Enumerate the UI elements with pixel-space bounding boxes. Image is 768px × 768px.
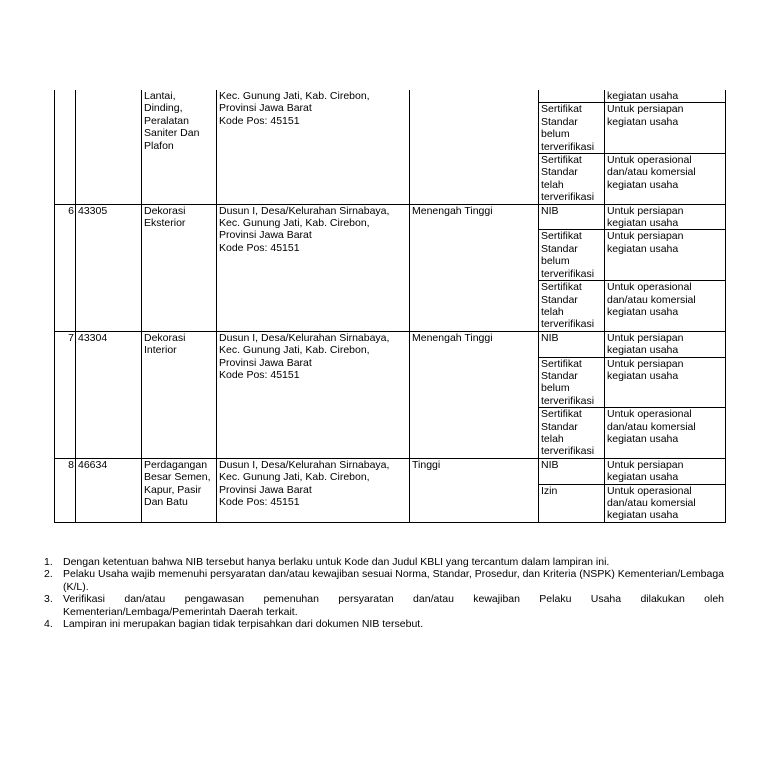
cell-keterangan (605, 204, 726, 230)
cell-keterangan-text: Untuk persiapan kegiatan usaha (607, 230, 684, 255)
cell-judul (142, 331, 217, 458)
cell-risiko (410, 90, 539, 204)
cell-kode (76, 458, 142, 522)
table-row (55, 458, 726, 484)
cell-keterangan-text: Untuk operasional dan/atau komersial kegiatan usaha (607, 281, 696, 318)
cell-no-text: 6 (68, 204, 74, 217)
cell-jenis-perizinan (539, 331, 605, 357)
cell-keterangan-text: Untuk persiapan kegiatan usaha (607, 204, 684, 230)
cell-lokasi-text: Dusun I, Desa/Kelurahan Sirnabaya, Kec. Gunung Jati, Kab. Cirebon, Provinsi Jawa Barat Kode Pos: 45151 (219, 331, 390, 381)
note-item (30, 568, 724, 593)
cell-jenis-perizinan-text: Sertifikat Standar telah terverifikasi (541, 281, 595, 331)
cell-jenis-perizinan-text: NIB (541, 331, 559, 344)
note-item (30, 556, 724, 568)
cell-judul (142, 90, 217, 204)
cell-kode (76, 204, 142, 331)
cell-keterangan (605, 154, 726, 205)
note-number: 4. (44, 618, 53, 631)
cell-jenis-perizinan-text: Sertifikat Standar telah terverifikasi (541, 154, 595, 204)
cell-risiko (410, 458, 539, 522)
cell-keterangan (605, 281, 726, 332)
cell-lokasi-text: Dusun I, Desa/Kelurahan Sirnabaya, Kec. Gunung Jati, Kab. Cirebon, Provinsi Jawa Barat Kode Pos: 45151 (219, 458, 390, 508)
cell-risiko-text: Menengah Tinggi (412, 204, 493, 217)
note-text: Pelaku Usaha wajib memenuhi persyaratan dan/atau kewajiban sesuai Norma, Standar, Prosedur, dan Kriteria (NSPK) Kementerian/Lembaga (K/L). (63, 568, 724, 593)
cell-keterangan-text: Untuk persiapan kegiatan usaha (607, 357, 684, 382)
cell-jenis-perizinan (539, 154, 605, 205)
cell-keterangan-text: Untuk operasional dan/atau komersial kegiatan usaha (607, 484, 696, 522)
cell-judul-text: Lantai, Dinding, Peralatan Saniter Dan Plafon (144, 90, 200, 152)
cell-no (55, 90, 76, 204)
note-item (30, 618, 724, 630)
note-item (30, 593, 724, 618)
cell-kode-text: 46634 (78, 458, 108, 471)
cell-jenis-perizinan (539, 484, 605, 522)
cell-risiko (410, 331, 539, 458)
cell-kode (76, 90, 142, 204)
cell-no (55, 458, 76, 522)
table-row (55, 331, 726, 357)
cell-no (55, 331, 76, 458)
cell-keterangan (605, 458, 726, 484)
note-number: 1. (44, 556, 53, 568)
cell-judul (142, 204, 217, 331)
cell-jenis-perizinan-text: NIB (541, 204, 559, 217)
table-row (55, 90, 726, 103)
note-text: Lampiran ini merupakan bagian tidak terpisahkan dari dokumen NIB tersebut. (63, 618, 424, 631)
note-text: Dengan ketentuan bahwa NIB tersebut hanya berlaku untuk Kode dan Judul KBLI yang tercantum dalam lampiran ini. (63, 556, 610, 568)
note-number: 2. (44, 568, 53, 581)
cell-risiko (410, 204, 539, 331)
cell-keterangan-text: Untuk persiapan kegiatan usaha (607, 103, 684, 128)
table-row (55, 204, 726, 230)
cell-risiko-text: Menengah Tinggi (412, 331, 493, 344)
cell-judul (142, 458, 217, 522)
cell-keterangan-text: Untuk operasional dan/atau komersial kegiatan usaha (607, 408, 696, 445)
cell-keterangan (605, 230, 726, 281)
cell-jenis-perizinan-text: Sertifikat Standar belum terverifikasi (541, 230, 595, 280)
cell-no-text: 7 (68, 331, 74, 344)
cell-no-text: 8 (68, 458, 74, 471)
cell-keterangan (605, 484, 726, 522)
cell-kode-text: 43304 (78, 331, 108, 344)
cell-jenis-perizinan (539, 458, 605, 484)
cell-keterangan-text: Untuk persiapan kegiatan usaha (607, 458, 684, 484)
cell-keterangan (605, 408, 726, 459)
kbli-table (54, 90, 726, 523)
cell-keterangan (605, 90, 726, 103)
note-text: Verifikasi dan/atau pengawasan pemenuhan persyaratan dan/atau kewajiban Pelaku Usaha dilakukan oleh Kementerian/Lembaga/Pemerintah Daerah terkait. (63, 593, 724, 618)
cell-jenis-perizinan-text: Izin (541, 484, 558, 497)
cell-jenis-perizinan-text: Sertifikat Standar telah terverifikasi (541, 408, 595, 458)
cell-judul-text: Dekorasi Interior (144, 331, 186, 357)
cell-lokasi (217, 204, 410, 331)
cell-keterangan-text: Untuk persiapan kegiatan usaha (607, 331, 684, 357)
cell-jenis-perizinan (539, 281, 605, 332)
cell-no (55, 204, 76, 331)
cell-jenis-perizinan (539, 408, 605, 459)
cell-kode (76, 331, 142, 458)
cell-lokasi-text: Kec. Gunung Jati, Kab. Cirebon, Provinsi Jawa Barat Kode Pos: 45151 (219, 90, 370, 127)
cell-keterangan-text: Untuk operasional dan/atau komersial kegiatan usaha (607, 154, 696, 191)
cell-jenis-perizinan (539, 204, 605, 230)
cell-kode-text: 43305 (78, 204, 108, 217)
cell-jenis-perizinan (539, 90, 605, 103)
cell-lokasi (217, 458, 410, 522)
cell-keterangan (605, 357, 726, 408)
cell-judul-text: Dekorasi Eksterior (144, 204, 186, 230)
cell-keterangan (605, 103, 726, 154)
cell-jenis-perizinan-text: NIB (541, 458, 559, 471)
cell-judul-text: Perdagangan Besar Semen, Kapur, Pasir Dan Batu (144, 458, 211, 508)
notes-list (30, 556, 724, 630)
cell-jenis-perizinan (539, 103, 605, 154)
cell-lokasi (217, 331, 410, 458)
cell-jenis-perizinan-text: Sertifikat Standar belum terverifikasi (541, 357, 595, 407)
cell-risiko-text: Tinggi (412, 458, 441, 471)
cell-keterangan-text: kegiatan usaha (607, 90, 679, 102)
cell-jenis-perizinan-text: Sertifikat Standar belum terverifikasi (541, 103, 595, 153)
cell-jenis-perizinan (539, 230, 605, 281)
cell-jenis-perizinan (539, 357, 605, 408)
cell-lokasi-text: Dusun I, Desa/Kelurahan Sirnabaya, Kec. Gunung Jati, Kab. Cirebon, Provinsi Jawa Barat Kode Pos: 45151 (219, 204, 390, 254)
cell-lokasi (217, 90, 410, 204)
note-number: 3. (44, 593, 53, 606)
cell-keterangan (605, 331, 726, 357)
